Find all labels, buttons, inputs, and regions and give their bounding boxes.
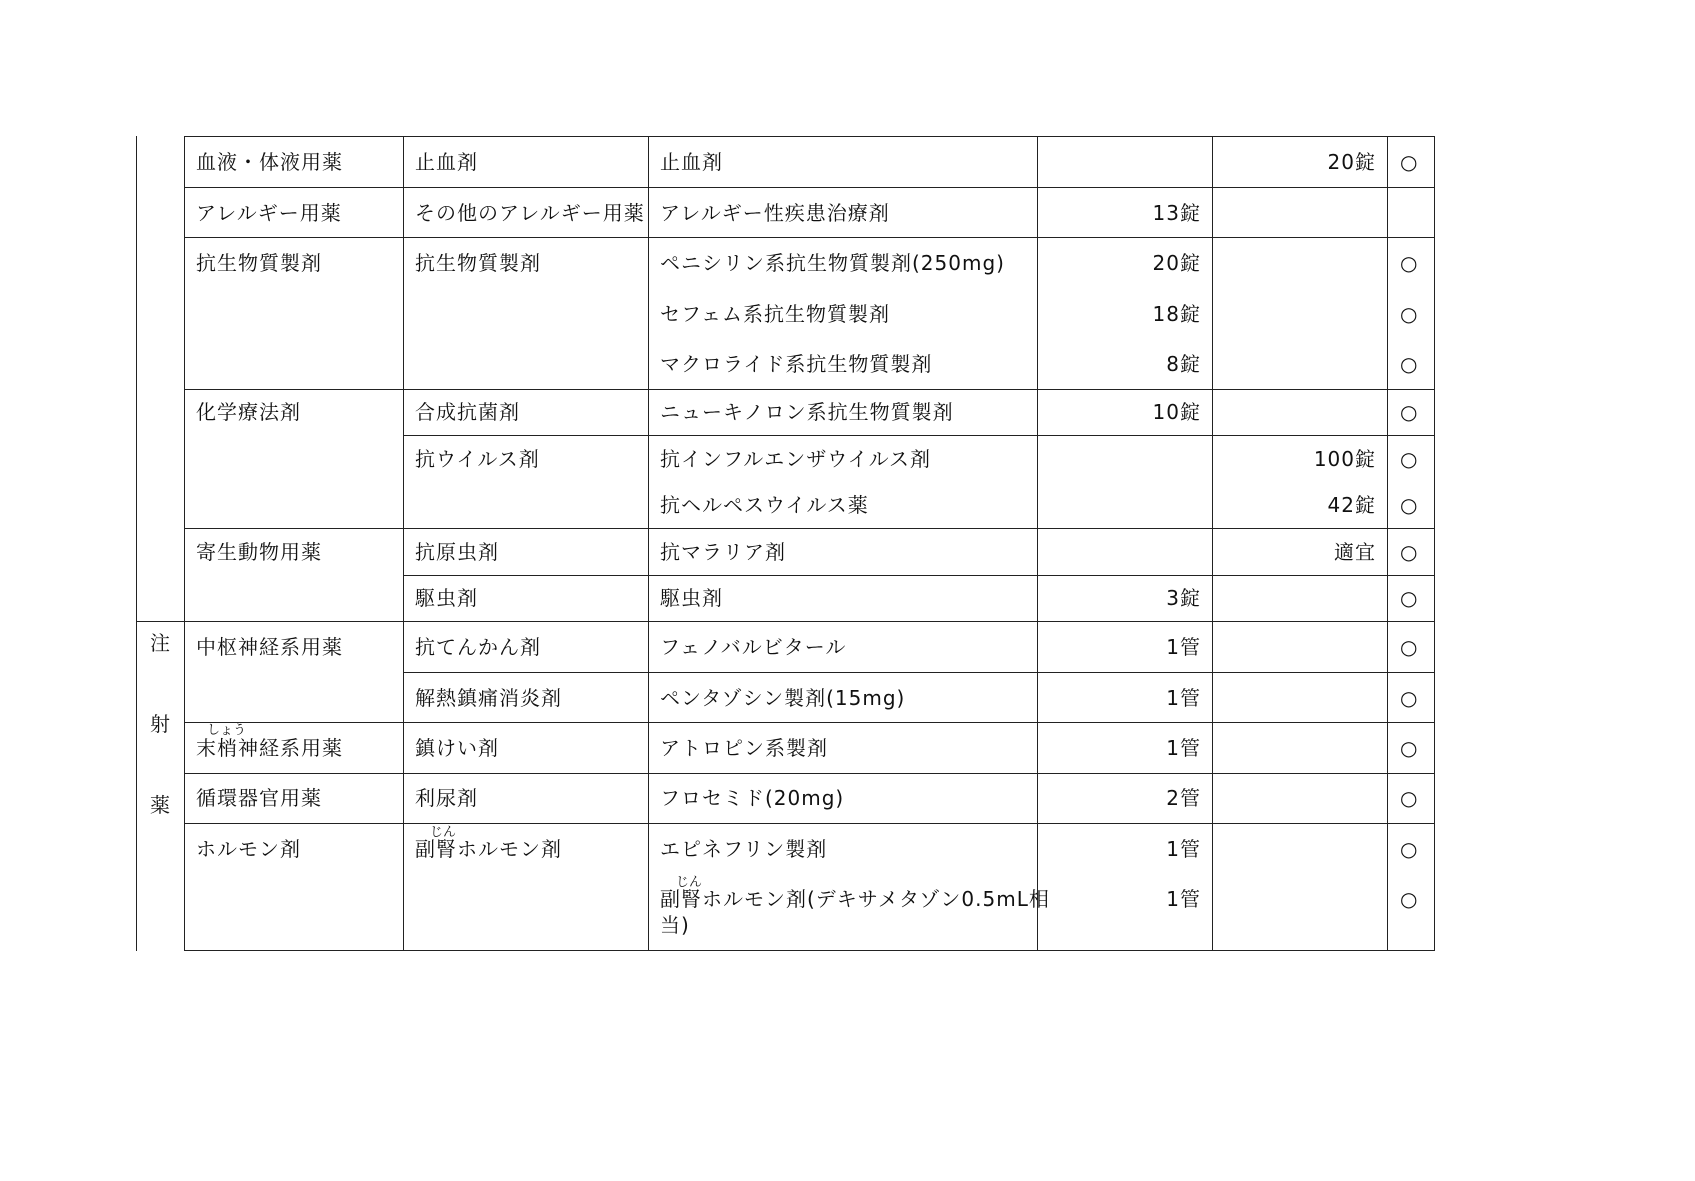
- ruby-reading: しょう: [207, 723, 247, 738]
- category-cell: 中枢神経系用薬: [196, 635, 343, 659]
- category-cell: アレルギー用薬: [196, 201, 342, 225]
- drug-cell: セフェム系抗生物質製剤: [660, 302, 890, 326]
- table-border: [184, 528, 1435, 529]
- table-border: [184, 187, 1435, 188]
- qty-a-cell: 13錠: [1152, 201, 1201, 225]
- drug-cell: フェノバルビタール: [660, 635, 847, 659]
- qty-b-cell: 42錠: [1327, 493, 1376, 517]
- mark-cell: ○: [1400, 352, 1419, 376]
- table-border: [184, 136, 185, 951]
- subcategory-cell: その他のアレルギー用薬: [415, 201, 645, 225]
- mark-cell: ○: [1400, 493, 1419, 517]
- qty-a-cell: 1管: [1166, 736, 1201, 760]
- mark-cell: ○: [1400, 736, 1419, 760]
- table-border: [1434, 136, 1435, 951]
- qty-a-cell: 1管: [1166, 887, 1201, 911]
- subcategory-cell: 合成抗菌剤: [415, 400, 520, 424]
- subcategory-cell: 駆虫剤: [415, 586, 478, 610]
- drug-cell: 止血剤: [660, 150, 723, 174]
- qty-a-cell: 10錠: [1152, 400, 1201, 424]
- mark-cell: ○: [1400, 150, 1419, 174]
- ruby-reading: じん: [430, 825, 457, 840]
- table-border: [648, 136, 649, 951]
- subcategory-cell: 抗原虫剤: [415, 540, 499, 564]
- qty-a-cell: 1管: [1166, 635, 1201, 659]
- table-border: [136, 136, 137, 951]
- subcategory-cell: 抗生物質製剤: [415, 251, 541, 275]
- table-border: [403, 575, 1435, 576]
- mark-cell: ○: [1400, 635, 1419, 659]
- table-border: [184, 823, 1435, 824]
- category-cell: 化学療法剤: [196, 400, 301, 424]
- table-border: [184, 237, 1435, 238]
- drug-cell: フロセミド(20mg): [660, 786, 845, 810]
- mark-cell: ○: [1400, 786, 1419, 810]
- category-cell: 末梢神経系用薬: [196, 736, 343, 760]
- qty-b-cell: 適宜: [1334, 540, 1376, 564]
- mark-cell: ○: [1400, 837, 1419, 861]
- drug-cell: アレルギー性疾患治療剤: [660, 201, 890, 225]
- ruby-reading: じん: [676, 875, 703, 890]
- drug-cell: マクロライド系抗生物質製剤: [660, 352, 933, 376]
- category-cell: 血液・体液用薬: [196, 150, 343, 174]
- drug-cell: 抗ヘルペスウイルス薬: [660, 493, 869, 517]
- table-border: [403, 435, 1435, 436]
- drug-cell: ニューキノロン系抗生物質製剤: [660, 400, 954, 424]
- outer-category-char: 注: [150, 631, 171, 655]
- table-border: [403, 136, 404, 951]
- subcategory-cell: 解熱鎮痛消炎剤: [415, 686, 562, 710]
- mark-cell: ○: [1400, 686, 1419, 710]
- category-cell: ホルモン剤: [196, 837, 301, 861]
- table-border: [184, 722, 1435, 723]
- qty-a-cell: 1管: [1166, 837, 1201, 861]
- outer-category-char: 射: [150, 712, 171, 736]
- qty-b-cell: 20錠: [1327, 150, 1376, 174]
- mark-cell: ○: [1400, 540, 1419, 564]
- table-border: [184, 773, 1435, 774]
- table-border: [184, 136, 1435, 137]
- subcategory-cell: 抗てんかん剤: [415, 635, 541, 659]
- drug-cell: アトロピン系製剤: [660, 736, 828, 760]
- drug-cell: ペンタゾシン製剤(15mg): [660, 686, 906, 710]
- table-border: [1387, 136, 1388, 951]
- qty-a-cell: 8錠: [1166, 352, 1201, 376]
- table-border: [1212, 136, 1213, 951]
- outer-category-char: 薬: [150, 793, 171, 817]
- subcategory-cell: 副腎ホルモン剤: [415, 837, 562, 861]
- mark-cell: ○: [1400, 887, 1419, 911]
- mark-cell: ○: [1400, 251, 1419, 275]
- drug-cell: エピネフリン製剤: [660, 837, 828, 861]
- drug-cell: 副腎ホルモン剤(デキサメタゾン0.5mL相: [660, 887, 1050, 911]
- qty-a-cell: 20錠: [1152, 251, 1201, 275]
- table-border: [403, 672, 1435, 673]
- qty-a-cell: 2管: [1166, 786, 1201, 810]
- table-border: [136, 621, 1435, 622]
- category-cell: 抗生物質製剤: [196, 251, 322, 275]
- mark-cell: ○: [1400, 447, 1419, 471]
- table-border: [184, 950, 1435, 951]
- mark-cell: ○: [1400, 302, 1419, 326]
- table-border: [1037, 136, 1038, 951]
- subcategory-cell: 止血剤: [415, 150, 478, 174]
- drug-cell: ペニシリン系抗生物質製剤(250mg): [660, 251, 1005, 275]
- drug-cell-continued: 当): [660, 913, 690, 937]
- qty-b-cell: 100錠: [1313, 447, 1376, 471]
- mark-cell: ○: [1400, 586, 1419, 610]
- drug-cell: 抗マラリア剤: [660, 540, 786, 564]
- drug-cell: 駆虫剤: [660, 586, 723, 610]
- subcategory-cell: 利尿剤: [415, 786, 478, 810]
- category-cell: 循環器官用薬: [196, 786, 322, 810]
- subcategory-cell: 鎮けい剤: [415, 736, 499, 760]
- qty-a-cell: 1管: [1166, 686, 1201, 710]
- table-border: [184, 389, 1435, 390]
- qty-a-cell: 3錠: [1166, 586, 1201, 610]
- drug-cell: 抗インフルエンザウイルス剤: [660, 447, 931, 471]
- category-cell: 寄生動物用薬: [196, 540, 322, 564]
- subcategory-cell: 抗ウイルス剤: [415, 447, 540, 471]
- mark-cell: ○: [1400, 400, 1419, 424]
- qty-a-cell: 18錠: [1152, 302, 1201, 326]
